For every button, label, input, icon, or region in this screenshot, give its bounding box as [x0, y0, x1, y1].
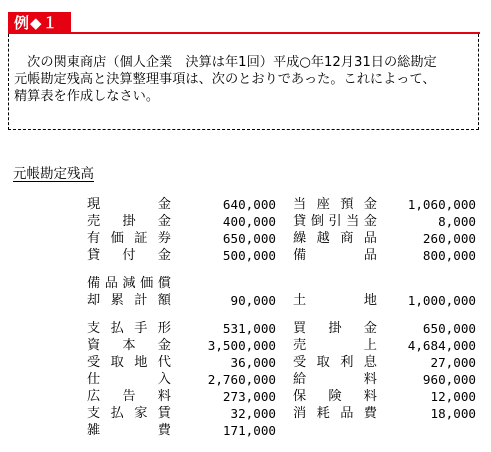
- account-name: 買掛金: [293, 321, 377, 336]
- account-name: 土地: [293, 293, 377, 308]
- account-name: 当座預金: [293, 197, 377, 212]
- account-amount: 4,684,000: [407, 338, 476, 353]
- balance-row: [0, 388, 491, 405]
- account-name: 貸倒引当金: [293, 214, 377, 229]
- account-amount: 32,000: [230, 406, 276, 421]
- account-amount: 171,000: [222, 423, 276, 438]
- account-amount: 400,000: [222, 214, 276, 229]
- account-amount: 8,000: [438, 214, 476, 229]
- balance-row: [0, 337, 491, 354]
- problem-line: 精算表を作成しなさい。: [14, 89, 160, 104]
- example-badge: 例◆１: [8, 12, 71, 34]
- account-amount: 650,000: [422, 321, 476, 336]
- account-name: 売掛金: [87, 214, 171, 229]
- account-amount: 531,000: [222, 321, 276, 336]
- account-amount: 36,000: [230, 355, 276, 370]
- account-amount: 640,000: [222, 197, 276, 212]
- account-name: 受取利息: [293, 355, 377, 370]
- balance-row: [0, 405, 491, 422]
- account-amount: 90,000: [230, 293, 276, 308]
- balance-row: [0, 230, 491, 247]
- account-amount: 27,000: [430, 355, 476, 370]
- account-name: 雑費: [87, 423, 171, 438]
- account-name: 貸付金: [87, 248, 171, 263]
- balance-row: [0, 213, 491, 230]
- account-name: 仕入: [87, 372, 171, 387]
- account-name: 却累計額: [87, 293, 171, 308]
- balance-row: [0, 371, 491, 388]
- account-name: 資本金: [87, 338, 171, 353]
- balance-row: [0, 247, 491, 264]
- section-title: 元帳勘定残高: [13, 166, 94, 182]
- account-name: 備品: [293, 248, 377, 263]
- balance-row: [0, 354, 491, 371]
- account-name: 備品減価償: [87, 276, 171, 291]
- account-amount: 2,760,000: [207, 372, 276, 387]
- balance-row: [0, 292, 491, 309]
- balance-row: [0, 320, 491, 337]
- account-amount: 18,000: [430, 406, 476, 421]
- problem-line: 次の関東商店（個人企業 決算は年1回）平成○年12月31日の総勘定: [14, 55, 437, 70]
- account-name: 保険料: [293, 389, 377, 404]
- account-name: 受取地代: [87, 355, 171, 370]
- account-amount: 800,000: [422, 248, 476, 263]
- account-name: 給料: [293, 372, 377, 387]
- account-name: 売上: [293, 338, 377, 353]
- account-amount: 1,060,000: [407, 197, 476, 212]
- account-amount: 273,000: [222, 389, 276, 404]
- account-amount: 1,000,000: [407, 293, 476, 308]
- balance-row: [0, 422, 491, 439]
- account-amount: 650,000: [222, 231, 276, 246]
- balance-row: [0, 196, 491, 213]
- account-name: 支払家賃: [87, 406, 171, 421]
- account-name: 消耗品費: [293, 406, 377, 421]
- account-amount: 3,500,000: [207, 338, 276, 353]
- account-amount: 12,000: [430, 389, 476, 404]
- problem-line: 元帳勘定残高と決算整理事項は、次のとおりであった。これによって、: [14, 72, 436, 87]
- account-name: 現金: [87, 197, 171, 212]
- account-name: 有価証券: [87, 231, 171, 246]
- account-amount: 260,000: [422, 231, 476, 246]
- account-amount: 960,000: [422, 372, 476, 387]
- account-name: 広告料: [87, 389, 171, 404]
- account-name: 繰越商品: [293, 231, 377, 246]
- account-name: 支払手形: [87, 321, 171, 336]
- account-amount: 500,000: [222, 248, 276, 263]
- problem-text: [14, 54, 474, 105]
- balance-row: [0, 275, 491, 292]
